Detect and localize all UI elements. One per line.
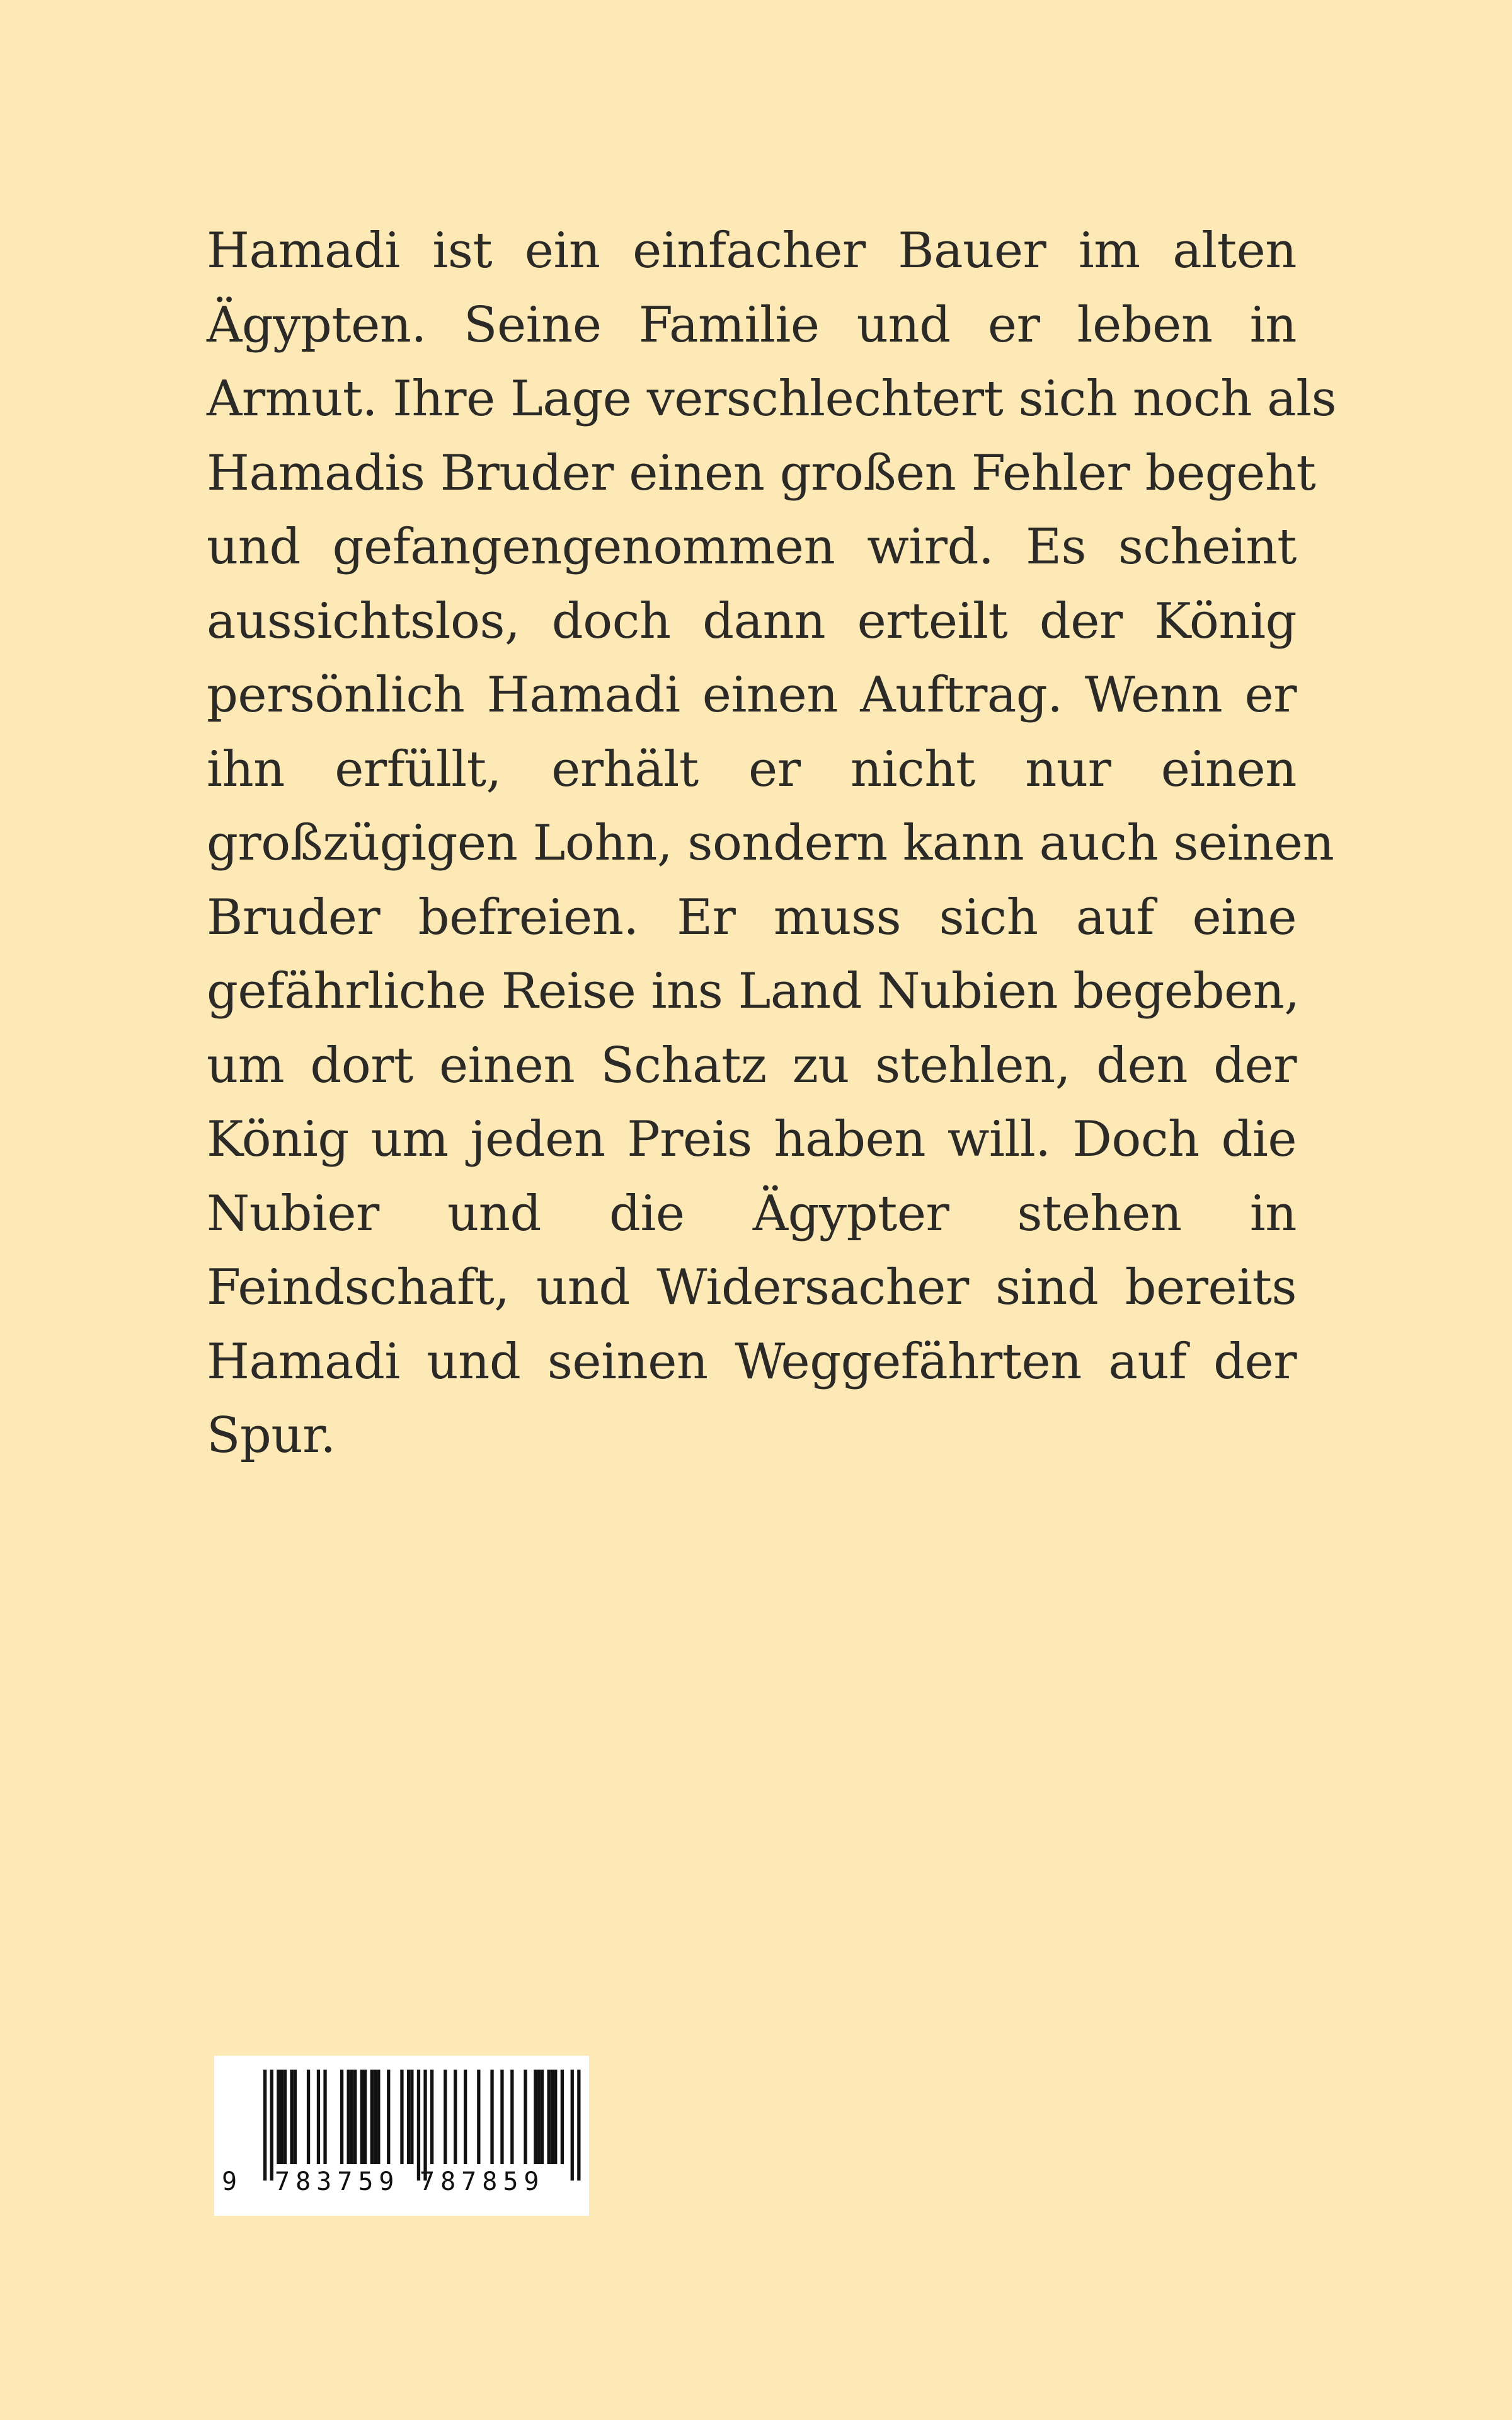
blurb-line: Ägypten. Seine Familie und er leben in	[207, 296, 1297, 354]
blurb-line: großzügigen Lohn, sondern kann auch seinen	[207, 815, 1334, 872]
blurb-line: Hamadis Bruder einen großen Fehler begeht	[207, 444, 1316, 502]
barcode-bar	[554, 2070, 557, 2164]
barcode-bar	[263, 2070, 266, 2181]
barcode-bar	[277, 2070, 280, 2164]
barcode-bar	[444, 2070, 447, 2164]
barcode-bar	[307, 2070, 310, 2164]
barcode-bar	[347, 2070, 350, 2164]
blurb-line: gefährliche Reise ins Land Nubien begeben,	[207, 963, 1300, 1020]
barcode-bar	[407, 2070, 410, 2164]
barcode-bar	[370, 2070, 374, 2164]
barcode-bar	[360, 2070, 364, 2164]
barcode-bar	[500, 2070, 503, 2164]
barcode-bar	[577, 2070, 580, 2181]
blurb-line: Bruder befreien. Er muss sich auf eine	[207, 889, 1297, 946]
blurb-line: König um jeden Preis haben will. Doch die	[207, 1111, 1297, 1168]
blurb-line: Feindschaft, und Widersacher sind bereits	[207, 1259, 1297, 1316]
blurb-line: persönlich Hamadi einen Auftrag. Wenn er	[207, 667, 1297, 723]
blurb-line: und gefangengenommen wird. Es scheint	[207, 519, 1297, 575]
barcode-lead-digit: 9	[222, 2167, 243, 2196]
barcode-bar	[561, 2070, 564, 2164]
barcode-bar	[571, 2070, 574, 2181]
barcode-bar	[364, 2070, 367, 2164]
barcode-bar	[353, 2070, 357, 2164]
barcode-bar	[551, 2070, 554, 2164]
barcode-bar	[290, 2070, 293, 2164]
barcode-bar	[270, 2070, 273, 2181]
barcode-bar	[541, 2070, 544, 2164]
barcode-bar	[284, 2070, 287, 2164]
blurb-line: ihn erfüllt, erhält er nicht nur einen	[207, 740, 1297, 798]
barcode-bar	[464, 2070, 467, 2164]
barcode-bar	[350, 2070, 353, 2164]
blurb-line: Armut. Ihre Lage verschlechtert sich noch als	[207, 371, 1337, 427]
barcode-bar	[377, 2070, 380, 2164]
barcode-bar	[423, 2070, 427, 2181]
barcode-bar	[510, 2070, 513, 2164]
barcode-bar	[534, 2070, 537, 2164]
barcode-bar	[400, 2070, 403, 2164]
blurb-line-last: Spur.	[207, 1407, 336, 1464]
blurb-line: Hamadi ist ein einfacher Bauer im alten	[207, 222, 1297, 279]
barcode-bar	[340, 2070, 343, 2164]
barcode-bar	[537, 2070, 541, 2164]
barcode-bar	[323, 2070, 326, 2164]
blurb-line: Nubier und die Ägypter stehen in	[207, 1185, 1297, 1242]
isbn-barcode	[214, 2056, 589, 2216]
barcode-bar	[430, 2070, 433, 2164]
barcode-bar	[417, 2070, 420, 2181]
barcode-bar	[387, 2070, 390, 2164]
barcode-bar	[547, 2070, 551, 2164]
barcode-bar	[294, 2070, 297, 2164]
barcode-bar	[280, 2070, 284, 2164]
back-cover-blurb	[207, 214, 1337, 1473]
barcode-bar	[524, 2070, 527, 2164]
barcode-bar	[490, 2070, 493, 2164]
barcode-right-group: 787859	[420, 2167, 545, 2196]
blurb-line: Hamadi und seinen Weggefährten auf der	[207, 1333, 1297, 1390]
barcode-bar	[454, 2070, 457, 2164]
blurb-line: aussichtslos, doch dann erteilt der König	[207, 592, 1297, 650]
barcode-left-group: 783759	[275, 2167, 400, 2196]
blurb-line: um dort einen Schatz zu stehlen, den der	[207, 1037, 1297, 1094]
barcode-bar	[477, 2070, 480, 2164]
barcode-bar	[374, 2070, 377, 2164]
barcode-bar	[410, 2070, 413, 2164]
barcode-bar	[317, 2070, 320, 2164]
